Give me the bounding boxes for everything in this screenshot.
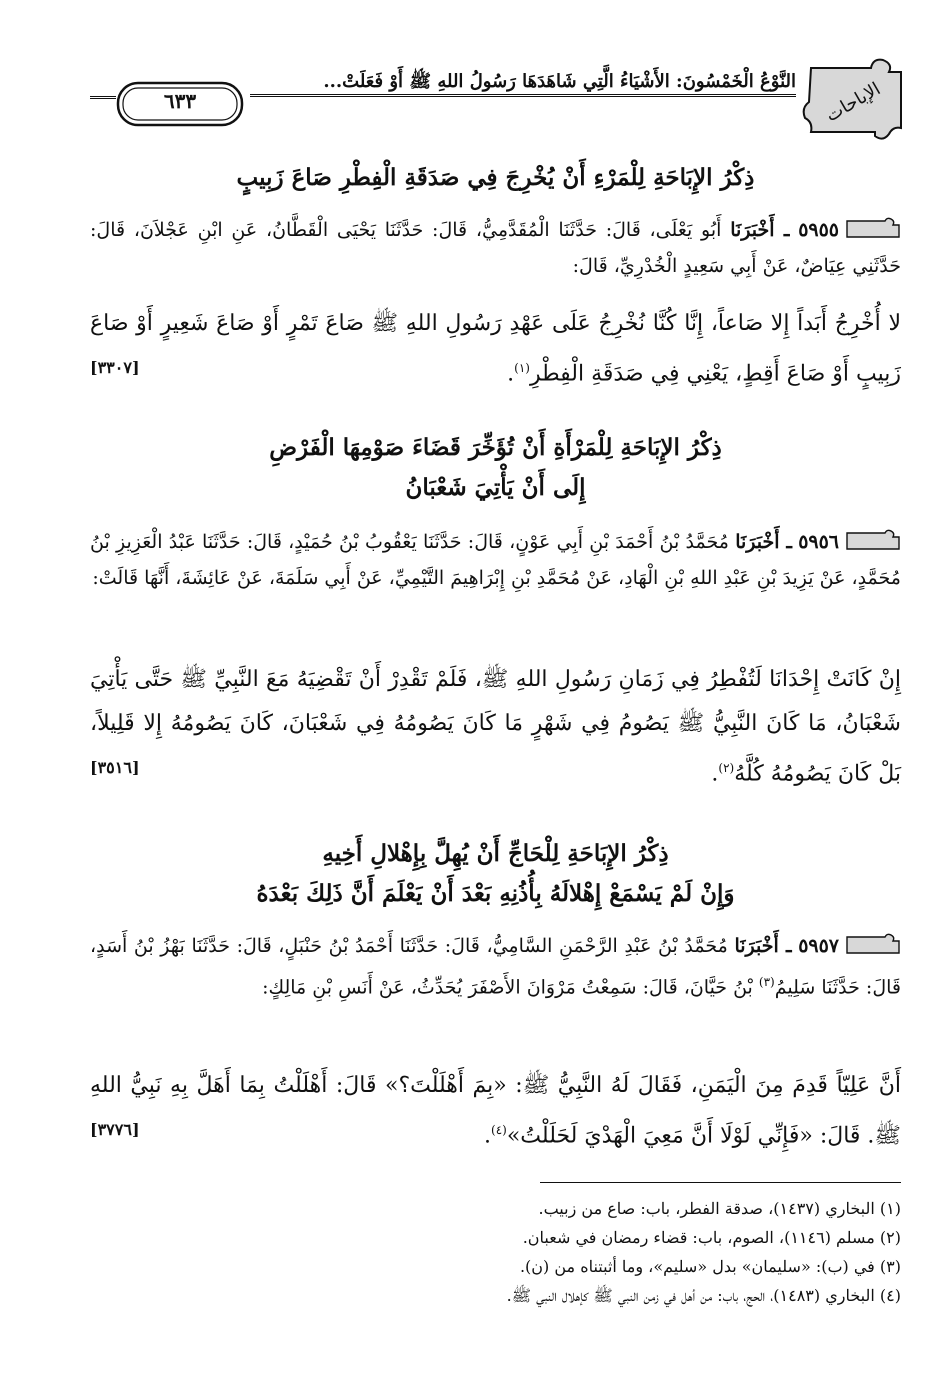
matn-end: . <box>484 1123 492 1149</box>
footnote-mark: (٣) <box>758 975 775 989</box>
hadith-number: ٥٩٥٦ <box>798 531 840 553</box>
akhbarana-label: ـ أَخْبَرَنَا <box>735 531 792 553</box>
section-heading-line: ذِكْرُ الإِبَاحَةِ لِلْحَاجِّ أَنْ يُهِلَّ بِإِهْلالِ أَخِيهِ <box>322 840 669 867</box>
header-rule-left <box>90 96 116 99</box>
reference-number: [٣٣٠٧] <box>90 358 140 377</box>
matn-text: أَنَّ عَلِيّاً قَدِمَ مِنَ الْيَمَنِ، فَقَالَ لَهُ النَّبِيُّ ﷺ: «بِمَ أَهْلَلْتَ؟» قَالَ: أَهْلَلْتُ بِمَا أَهَلَّ بِهِ نَبِيُّ اللهِ ﷺ. قَالَ: «فَإِنِّي لَوْلَا أَنَّ مَعِيَ الْهَدْيَ لَحَلَلْتُ» <box>90 1073 901 1149</box>
hadith-matn <box>90 1064 901 1158</box>
running-title: النَّوْعُ الْخَمْسُونَ: الأَشْيَاءُ الَّتِي شَاهَدَهَا رَسُولُ اللهِ ﷺ أَوْ فَعَلَتْ... <box>323 71 796 92</box>
hadith-isnad <box>90 928 901 1005</box>
puzzle-badge-icon <box>845 933 901 957</box>
reference-number: [٣٥١٦] <box>90 758 140 777</box>
hadith-matn <box>90 658 901 796</box>
page-header <box>90 58 911 140</box>
section-heading-3 <box>90 834 901 914</box>
puzzle-ornament-icon <box>801 58 911 140</box>
footnote: (٢) مسلم (١١٤٦)، الصوم، باب: قضاء رمضان في شعبان. <box>522 1228 901 1247</box>
hadith-number: ٥٩٥٧ <box>798 935 840 957</box>
isnad-text-continued: بْنُ حَيَّانَ، قَالَ: سَمِعْتُ مَرْوَانَ الأَصْفَرَ يُحَدِّثُ، عَنْ أَنَسِ بْنِ مَالِكٍ: <box>262 976 753 999</box>
ornament-label: الإباحات <box>822 78 885 127</box>
footnote-mark: (٢) <box>718 761 735 775</box>
hadith-isnad <box>90 524 901 596</box>
puzzle-badge-icon <box>845 529 901 553</box>
hadith-matn <box>90 302 901 396</box>
akhbarana-label: ـ أَخْبَرَنَا <box>730 219 790 241</box>
puzzle-badge-icon <box>845 217 901 241</box>
section-heading-2 <box>90 428 901 508</box>
isnad-text: مُحَمَّدُ بْنُ أَحْمَدَ بْنِ أَبِي عَوْنٍ، قَالَ: حَدَّثَنَا يَعْقُوبُ بْنُ حُمَيْدٍ، قَالَ: حَدَّثَنَا عَبْدُ الْعَزِيزِ بْنُ مُحَمَّدٍ، عَنْ يَزِيدَ بْنِ عَبْدِ اللهِ بْنِ الْهَادِ، عَنْ مُحَمَّدِ بْنِ إِبْرَاهِيمَ التَّيْمِيِّ، عَنْ أَبِي سَلَمَةَ، عَنْ عَائِشَةَ، أَنَّهَا قَالَتْ: <box>90 531 901 589</box>
reference-number: [٣٧٧٦] <box>90 1120 140 1139</box>
isnad-text: مُحَمَّدُ بْنُ عَبْدِ الرَّحْمَنِ السَّامِيُّ، قَالَ: حَدَّثَنَا أَحْمَدُ بْنُ حَنْبَلٍ، قَالَ: حَدَّثَنَا بَهْزُ بْنُ أَسَدٍ، قَالَ: حَدَّثَنَا سَلِيمُ <box>90 935 901 999</box>
section-heading-line: ذِكْرُ الإِبَاحَةِ لِلْمَرْأَةِ أَنْ تُؤَخِّرَ قَضَاءَ صَوْمِهَا الْفَرْضِ <box>269 434 722 461</box>
akhbarana-label: ـ أَخْبَرَنَا <box>734 935 792 957</box>
hadith-block-2 <box>90 524 901 596</box>
footnote: (٣) في (ب): «سليمان» بدل «سليم»، وما أثبتناه من (ن). <box>519 1257 901 1276</box>
matn-block-1 <box>90 302 901 396</box>
matn-end: . <box>711 761 719 787</box>
matn-block-3 <box>90 1064 901 1158</box>
hadith-block-1 <box>90 212 901 284</box>
footnote: (٤) البخاري (١٤٨٣)، الحج، باب: من أهل في زمن النبي ﷺ كإهلال النبي ﷺ. <box>506 1286 901 1305</box>
footnote-mark: (١) <box>514 361 530 375</box>
footnote-mark: (٤) <box>491 1123 507 1137</box>
hadith-number: ٥٩٥٥ <box>798 219 840 241</box>
hadith-isnad <box>90 212 901 284</box>
section-heading-1 <box>90 158 901 198</box>
matn-text: لا أُخْرِجُ أَبَداً إِلا صَاعاً، إِنَّا كُنَّا نُخْرِجُ عَلَى عَهْدِ رَسُولِ اللهِ ﷺ صَاعَ تَمْرٍ أَوْ صَاعَ شَعِيرٍ أَوْ صَاعَ زَبِيبٍ أَوْ صَاعَ أَقِطٍ، يَعْنِي فِي صَدَقَةِ الْفِطْرِ <box>90 311 901 387</box>
footnote: (١) البخاري (١٤٣٧)، صدقة الفطر، باب: صاع من زبيب. <box>538 1199 901 1218</box>
matn-block-2 <box>90 658 901 796</box>
hadith-block-3 <box>90 928 901 1005</box>
section-heading-line: وَإِنْ لَمْ يَسْمَعْ إِهْلالَهُ بِأُذُنِهِ بَعْدَ أَنْ يَعْلَمَ أَنَّ ذَلِكَ بَعْدَهُ <box>256 880 735 907</box>
footnotes <box>200 1194 901 1310</box>
section-heading-line: إِلَى أَنْ يَأْتِيَ شَعْبَانُ <box>405 474 586 501</box>
page-number: ٦٣٣ <box>163 89 197 113</box>
footnote-separator <box>540 1182 901 1183</box>
section-heading-line: ذِكْرُ الإِبَاحَةِ لِلْمَرْءِ أَنْ يُخْرِجَ فِي صَدَقَةِ الْفِطْرِ صَاعَ زَبِيبٍ <box>236 164 755 191</box>
matn-text: إِنْ كَانَتْ إِحْدَانَا لَتُفْطِرُ فِي زَمَانِ رَسُولِ اللهِ ﷺ، فَلَمْ تَقْدِرْ أَنْ تَقْضِيَهُ مَعَ النَّبِيِّ ﷺ حَتَّى يَأْتِيَ شَعْبَانُ، مَا كَانَ النَّبِيُّ ﷺ يَصُومُ فِي شَهْرٍ مَا كَانَ يَصُومُهُ فِي شَعْبَانَ، كَانَ يَصُومُهُ إِلا قَلِيلاً، بَلْ كَانَ يَصُومُهُ كُلَّهُ <box>90 667 902 787</box>
isnad-text: أَبُو يَعْلَى، قَالَ: حَدَّثَنَا الْمُقَدَّمِيُّ، قَالَ: حَدَّثَنَا يَحْيَى الْقَطَّانُ، عَنِ ابْنِ عَجْلاَنَ، قَالَ: حَدَّثَنِي عِيَاضٌ، عَنْ أَبِي سَعِيدٍ الْخُدْرِيِّ، قَالَ: <box>90 219 901 277</box>
matn-end: . <box>507 361 515 387</box>
